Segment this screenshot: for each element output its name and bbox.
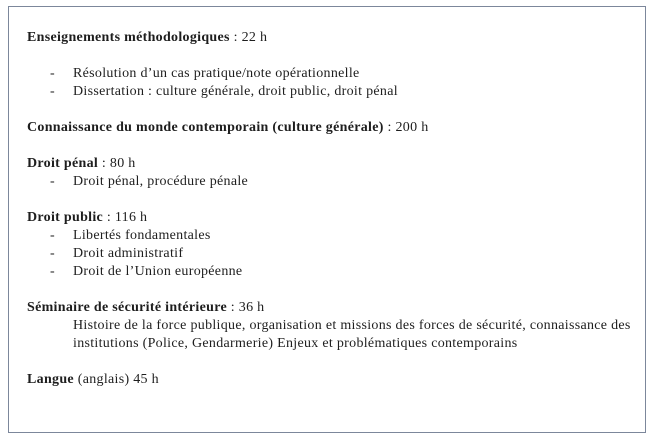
section-title: Séminaire de sécurité intérieure — [27, 300, 227, 315]
section-title: Connaissance du monde contemporain (culture générale) — [27, 120, 384, 135]
section-hours: : 22 h — [233, 30, 268, 45]
list-marker: - — [50, 228, 55, 243]
list-item-text: Libertés fondamentales — [73, 228, 211, 243]
list-marker: - — [50, 264, 55, 279]
list-item — [27, 173, 645, 191]
section-heading — [27, 29, 645, 47]
section-list — [27, 227, 645, 281]
section-droit-public — [27, 209, 645, 281]
list-item-text: Résolution d’un cas pratique/note opérationnelle — [73, 66, 360, 81]
section-seminaire-securite-interieure — [27, 299, 645, 353]
section-hours: : 200 h — [387, 120, 429, 135]
section-list — [27, 173, 645, 191]
section-description: Histoire de la force publique, organisation et missions des forces de sécurité, connaissance des institutions (Police, Gendarmerie) Enjeux et problématiques contemporains — [73, 318, 631, 351]
section-heading — [27, 155, 645, 173]
list-item-text: Droit de l’Union européenne — [73, 264, 243, 279]
list-item — [27, 245, 645, 263]
list-marker: - — [50, 84, 55, 99]
section-heading — [27, 209, 645, 227]
list-item — [27, 65, 645, 83]
section-title: Langue — [27, 372, 74, 387]
list-item-text: Dissertation : culture générale, droit public, droit pénal — [73, 84, 398, 99]
list-item-text: Droit administratif — [73, 246, 184, 261]
section-connaissance-monde-contemporain — [27, 119, 645, 137]
section-heading — [27, 299, 645, 317]
list-item — [27, 227, 645, 245]
section-title: Enseignements méthodologiques — [27, 30, 230, 45]
section-title: Droit pénal — [27, 156, 99, 171]
section-hours: : 116 h — [106, 210, 148, 225]
list-marker: - — [50, 246, 55, 261]
list-marker: - — [50, 174, 55, 189]
list-item-text: Droit pénal, procédure pénale — [73, 174, 249, 189]
section-hours: : 36 h — [230, 300, 265, 315]
section-langue — [27, 371, 645, 389]
section-heading — [27, 119, 645, 137]
section-list — [27, 65, 645, 101]
section-hours: (anglais) 45 h — [77, 372, 159, 387]
list-item — [27, 83, 645, 101]
section-hours: : 80 h — [101, 156, 136, 171]
section-enseignements-methodologiques — [27, 29, 645, 101]
document-frame — [8, 6, 646, 433]
section-title: Droit public — [27, 210, 104, 225]
section-heading — [27, 371, 645, 389]
list-item — [27, 263, 645, 281]
section-droit-penal — [27, 155, 645, 191]
list-marker: - — [50, 66, 55, 81]
